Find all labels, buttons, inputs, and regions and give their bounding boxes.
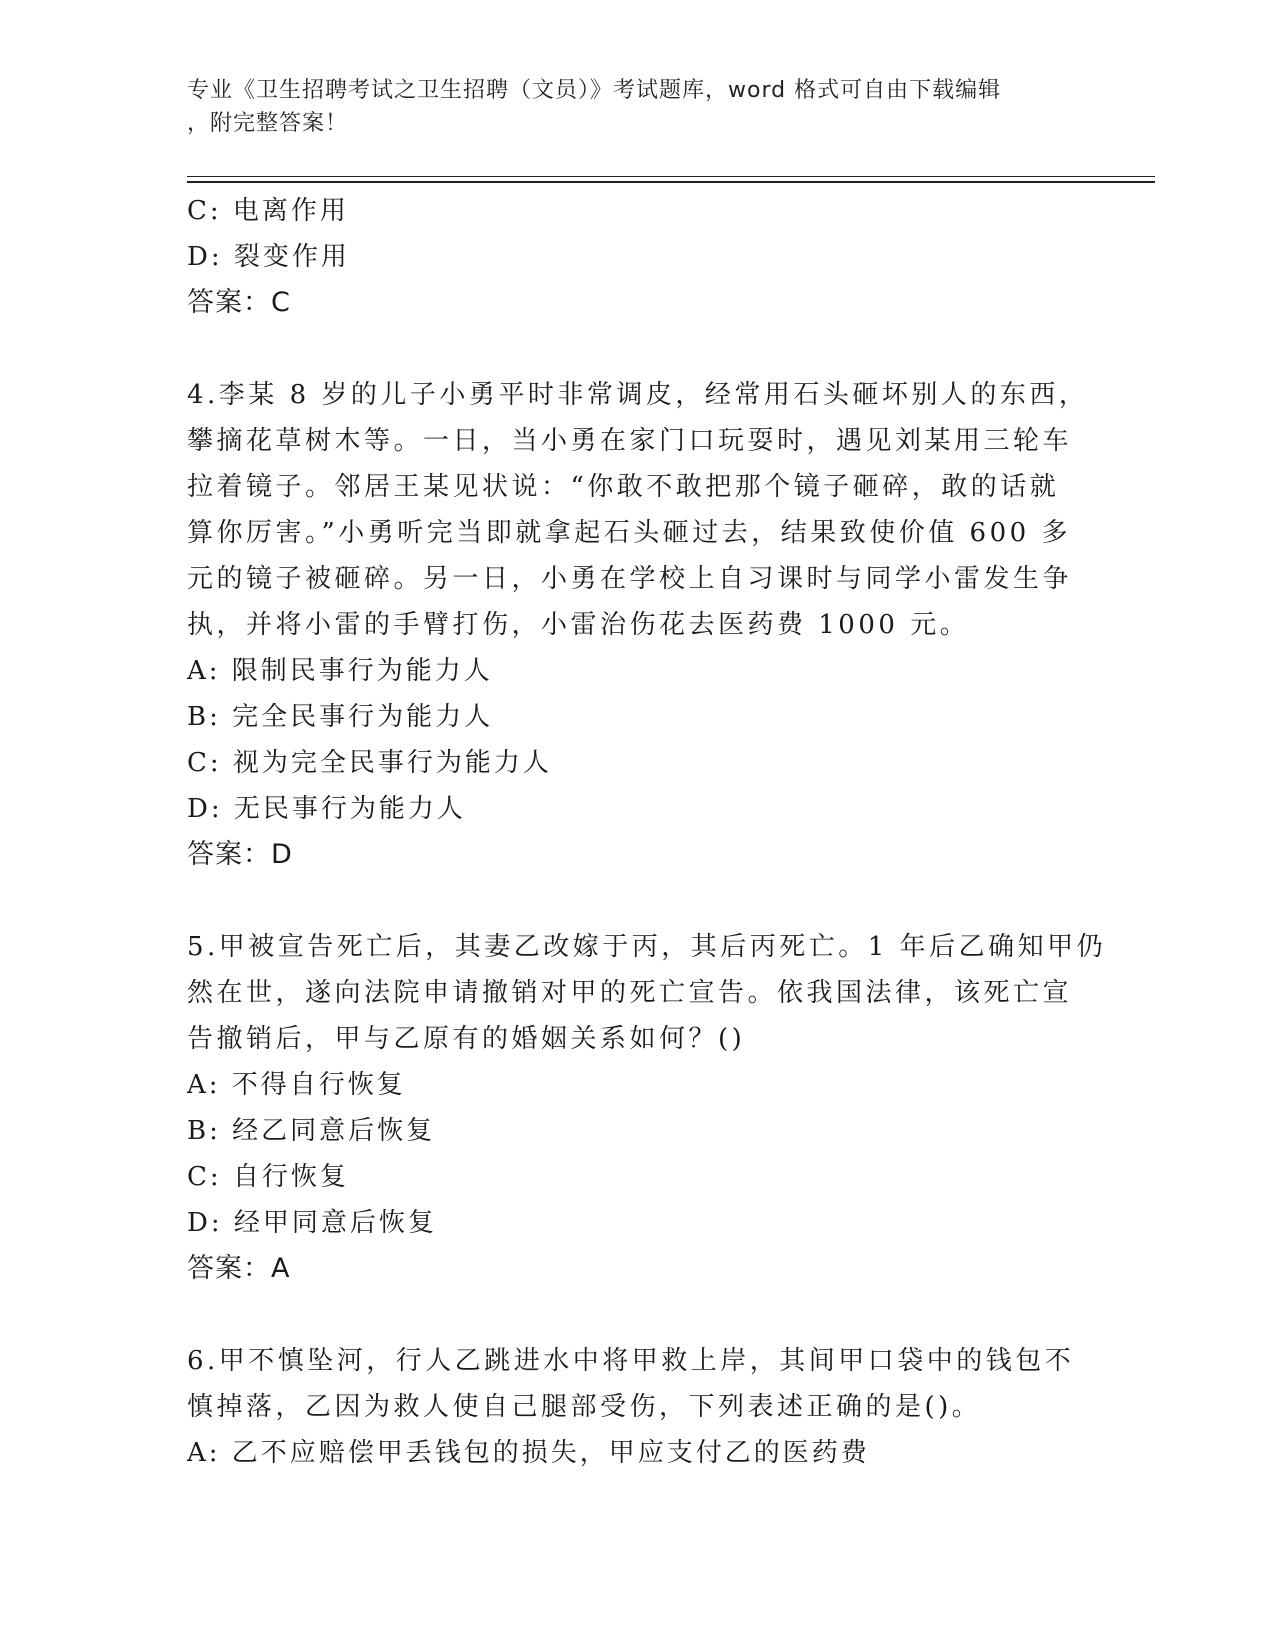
question-stem-line: 算你厉害。”小勇听完当即就拿起石头砸过去，结果致使价值 600 多 — [187, 518, 1071, 548]
option-d: D: 经甲同意后恢复 — [187, 1208, 437, 1238]
option-c: C: 自行恢复 — [187, 1162, 349, 1192]
option-a: A: 限制民事行为能力人 — [187, 656, 493, 686]
question-stem-line: 然在世，遂向法院申请撤销对甲的死亡宣告。依我国法律，该死亡宣 — [187, 978, 1073, 1008]
question-stem — [187, 372, 1087, 648]
question-stem-line: 执，并将小雷的手臂打伤，小雷治伤花去医药费 1000 元。 — [187, 610, 970, 640]
option-b: B: 完全民事行为能力人 — [187, 702, 494, 732]
question-stem-line: 4.李某 8 岁的儿子小勇平时非常调皮，经常用石头砸坏别人的东西， — [187, 380, 1089, 410]
option-a: A: 不得自行恢复 — [187, 1070, 406, 1100]
spacer — [187, 1292, 1087, 1338]
question-stem-line: 6.甲不慎坠河，行人乙跳进水中将甲救上岸，其间甲口袋中的钱包不 — [187, 1346, 1075, 1376]
header-divider-thin — [187, 176, 1155, 177]
question-6 — [187, 1338, 1087, 1476]
spacer — [187, 326, 1087, 372]
question-stem-line: 元的镜子被砸碎。另一日，小勇在学校上自习课时与同学小雷发生争 — [187, 564, 1073, 594]
header-line-1: 专业《卫生招聘考试之卫生招聘（文员）》考试题库，word 格式可自由下载编辑 — [187, 78, 1002, 103]
option-d: D: 无民事行为能力人 — [187, 794, 466, 824]
question-4 — [187, 372, 1087, 878]
option-c: C: 电离作用 — [187, 196, 349, 226]
question-stem — [187, 924, 1107, 1062]
answer-line: 答案：A — [187, 1253, 291, 1284]
option-d: D: 裂变作用 — [187, 242, 350, 272]
question-stem-line: 5.甲被宣告死亡后，其妻乙改嫁于丙，其后丙死亡。1 年后乙确知甲仍 — [187, 932, 1107, 962]
option-b: B: 经乙同意后恢复 — [187, 1116, 436, 1146]
question-stem — [187, 1338, 1087, 1430]
answer-line: 答案：D — [187, 839, 293, 870]
spacer — [187, 878, 1087, 924]
option-a: A: 乙不应赔偿甲丢钱包的损失，甲应支付乙的医药费 — [187, 1438, 870, 1468]
question-stem-line: 告撤销后，甲与乙原有的婚姻关系如何？() — [187, 1024, 746, 1054]
question-stem-line: 拉着镜子。邻居王某见状说：“你敢不敢把那个镜子砸碎，敢的话就 — [187, 472, 1060, 502]
header-line-2: ，附完整答案！ — [187, 111, 349, 136]
question-list — [187, 188, 1107, 1476]
question-stem-line: 慎掉落，乙因为救人使自己腿部受伤，下列表述正确的是()。 — [187, 1392, 982, 1422]
question-5 — [187, 924, 1107, 1292]
option-c: C: 视为完全民事行为能力人 — [187, 748, 552, 778]
document-header — [187, 74, 1087, 140]
answer-line: 答案：C — [187, 287, 291, 318]
question-3-tail — [187, 188, 1087, 326]
question-stem-line: 攀摘花草树木等。一日，当小勇在家门口玩耍时，遇见刘某用三轮车 — [187, 426, 1073, 456]
header-divider-thick — [187, 181, 1155, 183]
